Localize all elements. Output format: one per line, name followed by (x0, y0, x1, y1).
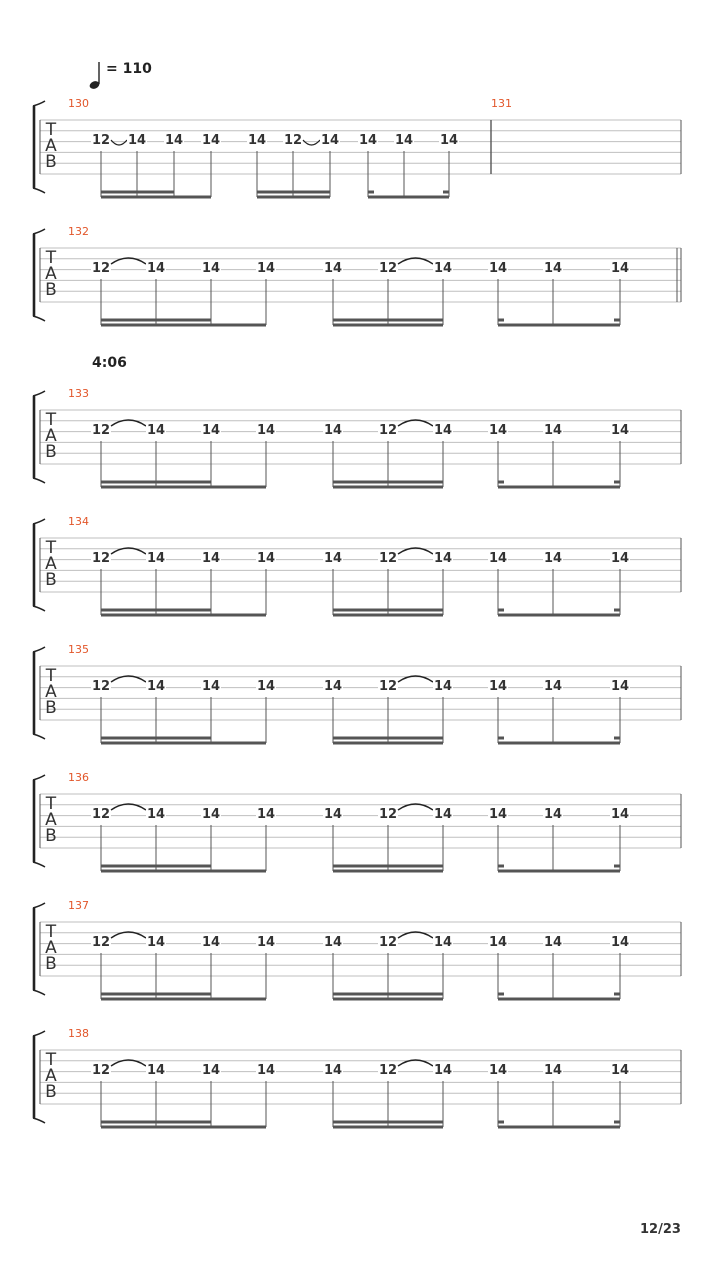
fret-number: 14 (256, 551, 276, 566)
tab-clef-letter: B (45, 954, 57, 974)
tab-clef-letter: A (45, 810, 57, 830)
fret-number: 12 (283, 133, 303, 148)
beam (333, 998, 443, 1001)
tab-system (33, 97, 681, 199)
beam (101, 609, 211, 612)
fret-number: 12 (91, 807, 111, 822)
fret-number: 14 (146, 935, 166, 950)
fret-number: 14 (256, 423, 276, 438)
fret-number: 14 (543, 261, 563, 276)
beam (333, 481, 443, 484)
fret-number: 14 (201, 261, 221, 276)
fret-number: 14 (146, 807, 166, 822)
fret-number: 14 (323, 261, 343, 276)
tab-system (33, 771, 681, 873)
fret-number: 14 (256, 1063, 276, 1078)
fret-number: 14 (610, 1063, 630, 1078)
tab-system (33, 225, 681, 327)
fret-number: 14 (201, 807, 221, 822)
fret-number: 14 (256, 935, 276, 950)
fret-number: 14 (543, 1063, 563, 1078)
fret-number: 14 (394, 133, 414, 148)
fret-number: 14 (146, 261, 166, 276)
beam-stub (614, 1121, 620, 1124)
beam (498, 614, 620, 617)
beam (101, 481, 211, 484)
fret-number: 12 (378, 551, 398, 566)
bracket-bottom-hook (33, 862, 45, 867)
fret-number: 12 (378, 261, 398, 276)
fret-number: 14 (127, 133, 147, 148)
bracket-top-hook (33, 519, 45, 524)
measure-number: 137 (68, 899, 89, 912)
beam (101, 486, 266, 489)
beam (257, 191, 330, 194)
bracket-bottom-hook (33, 734, 45, 739)
beam-stub (368, 191, 374, 194)
bracket-top-hook (33, 903, 45, 908)
fret-number: 14 (433, 679, 453, 694)
tab-clef-letter: A (45, 938, 57, 958)
tab-clef-letter: B (45, 826, 57, 846)
beam-stub (498, 319, 504, 322)
tab-clef-letter: B (45, 1082, 57, 1102)
fret-number: 14 (488, 551, 508, 566)
beam (498, 324, 620, 327)
page-number: 12/23 (640, 1222, 681, 1237)
beam (101, 1126, 266, 1129)
measure-number: 132 (68, 225, 89, 238)
beam (257, 196, 330, 199)
fret-number: 12 (378, 679, 398, 694)
beam (333, 614, 443, 617)
fret-number: 14 (433, 551, 453, 566)
fret-number: 14 (488, 423, 508, 438)
fret-number: 14 (201, 1063, 221, 1078)
measure-number: 136 (68, 771, 89, 784)
beam-stub (614, 609, 620, 612)
fret-number: 12 (91, 551, 111, 566)
bracket-top-hook (33, 391, 45, 396)
bracket-top-hook (33, 775, 45, 780)
fret-number: 14 (323, 551, 343, 566)
tab-clef-letter: B (45, 280, 57, 300)
beam-stub (614, 993, 620, 996)
beam-stub (498, 609, 504, 612)
beam (498, 998, 620, 1001)
fret-number: 14 (543, 551, 563, 566)
fret-number: 14 (256, 807, 276, 822)
tab-clef-letter: A (45, 426, 57, 446)
fret-number: 12 (91, 261, 111, 276)
tab-system (33, 643, 681, 745)
fret-number: 14 (146, 551, 166, 566)
tab-clef-letter: B (45, 698, 57, 718)
measure-number: 130 (68, 97, 89, 110)
fret-number: 14 (146, 423, 166, 438)
fret-number: 12 (378, 423, 398, 438)
tab-clef-letter: T (45, 1050, 57, 1070)
measure-number: 135 (68, 643, 89, 656)
tab-clef-letter: T (45, 248, 57, 268)
fret-number: 12 (91, 935, 111, 950)
beam (101, 319, 211, 322)
fret-number: 14 (543, 807, 563, 822)
fret-number: 14 (488, 679, 508, 694)
beam (333, 609, 443, 612)
bracket-bottom-hook (33, 316, 45, 321)
fret-number: 14 (146, 679, 166, 694)
fret-number: 14 (358, 133, 378, 148)
fret-number: 14 (439, 133, 459, 148)
fret-number: 12 (378, 935, 398, 950)
beam (101, 614, 266, 617)
fret-number: 14 (610, 261, 630, 276)
beam (101, 191, 174, 194)
tab-clef-letter: A (45, 1066, 57, 1086)
fret-number: 14 (146, 1063, 166, 1078)
tab-system (33, 1027, 681, 1129)
tab-clef-letter: B (45, 570, 57, 590)
tab-system (33, 515, 681, 617)
tie-arc (111, 140, 127, 145)
beam (101, 737, 211, 740)
fret-number: 14 (488, 935, 508, 950)
bracket-top-hook (33, 1031, 45, 1036)
beam (333, 324, 443, 327)
measure-number: 138 (68, 1027, 89, 1040)
beam (101, 870, 266, 873)
bracket-bottom-hook (33, 1118, 45, 1123)
bracket-bottom-hook (33, 478, 45, 483)
beam (498, 1126, 620, 1129)
tab-clef-letter: A (45, 136, 57, 156)
tab-clef-letter: T (45, 410, 57, 430)
fret-number: 14 (201, 935, 221, 950)
bracket-top-hook (33, 101, 45, 106)
fret-number: 14 (610, 679, 630, 694)
fret-number: 14 (323, 935, 343, 950)
tab-clef-letter: T (45, 538, 57, 558)
beam (333, 1126, 443, 1129)
fret-number: 14 (488, 807, 508, 822)
fret-number: 14 (323, 807, 343, 822)
beam (333, 742, 443, 745)
measure-number: 134 (68, 515, 89, 528)
measure-number: 131 (491, 97, 512, 110)
beam (101, 196, 211, 199)
beam-stub (614, 319, 620, 322)
tab-system (33, 387, 681, 489)
fret-number: 12 (91, 423, 111, 438)
beam (333, 993, 443, 996)
fret-number: 14 (610, 807, 630, 822)
bracket-top-hook (33, 647, 45, 652)
beam (333, 870, 443, 873)
beam-stub (614, 481, 620, 484)
fret-number: 14 (433, 261, 453, 276)
beam-stub (498, 737, 504, 740)
beam-stub (443, 191, 449, 194)
beam (101, 998, 266, 1001)
beam (101, 865, 211, 868)
tab-clef-letter: A (45, 554, 57, 574)
tab-clef-letter: T (45, 666, 57, 686)
fret-number: 14 (488, 261, 508, 276)
beam-stub (498, 1121, 504, 1124)
tab-system (33, 899, 681, 1001)
fret-number: 14 (247, 133, 267, 148)
fret-number: 14 (543, 679, 563, 694)
fret-number: 14 (201, 133, 221, 148)
section-timestamp: 4:06 (92, 355, 127, 371)
beam-stub (498, 481, 504, 484)
fret-number: 14 (320, 133, 340, 148)
fret-number: 14 (488, 1063, 508, 1078)
fret-number: 14 (433, 1063, 453, 1078)
fret-number: 14 (433, 423, 453, 438)
bracket-bottom-hook (33, 188, 45, 193)
fret-number: 14 (323, 1063, 343, 1078)
fret-number: 12 (91, 133, 111, 148)
fret-number: 14 (323, 423, 343, 438)
tab-clef-letter: B (45, 152, 57, 172)
beam (498, 486, 620, 489)
tab-clef-letter: T (45, 794, 57, 814)
fret-number: 12 (91, 1063, 111, 1078)
beam-stub (614, 737, 620, 740)
fret-number: 12 (378, 807, 398, 822)
beam (101, 324, 266, 327)
bracket-top-hook (33, 229, 45, 234)
tab-clef-letter: T (45, 120, 57, 140)
beam-stub (614, 865, 620, 868)
beam (101, 1121, 211, 1124)
tempo-value: = 110 (106, 61, 152, 77)
fret-number: 14 (164, 133, 184, 148)
fret-number: 14 (610, 423, 630, 438)
fret-number: 14 (201, 551, 221, 566)
beam (333, 1121, 443, 1124)
fret-number: 12 (91, 679, 111, 694)
fret-number: 14 (201, 423, 221, 438)
fret-number: 14 (201, 679, 221, 694)
fret-number: 14 (256, 261, 276, 276)
fret-number: 14 (543, 423, 563, 438)
bracket-bottom-hook (33, 606, 45, 611)
beam-stub (498, 993, 504, 996)
beam (368, 196, 449, 199)
bracket-bottom-hook (33, 990, 45, 995)
beam (333, 486, 443, 489)
beam-stub (498, 865, 504, 868)
beam (333, 737, 443, 740)
fret-number: 14 (610, 551, 630, 566)
fret-number: 14 (610, 935, 630, 950)
tab-clef-letter: A (45, 682, 57, 702)
tab-clef-letter: A (45, 264, 57, 284)
fret-number: 12 (378, 1063, 398, 1078)
beam (498, 742, 620, 745)
fret-number: 14 (433, 935, 453, 950)
beam (333, 319, 443, 322)
tab-clef-letter: B (45, 442, 57, 462)
tab-clef-letter: T (45, 922, 57, 942)
tie-arc (303, 140, 320, 145)
measure-number: 133 (68, 387, 89, 400)
fret-number: 14 (256, 679, 276, 694)
fret-number: 14 (323, 679, 343, 694)
beam (101, 993, 211, 996)
fret-number: 14 (543, 935, 563, 950)
beam (101, 742, 266, 745)
fret-number: 14 (433, 807, 453, 822)
beam (333, 865, 443, 868)
beam (498, 870, 620, 873)
